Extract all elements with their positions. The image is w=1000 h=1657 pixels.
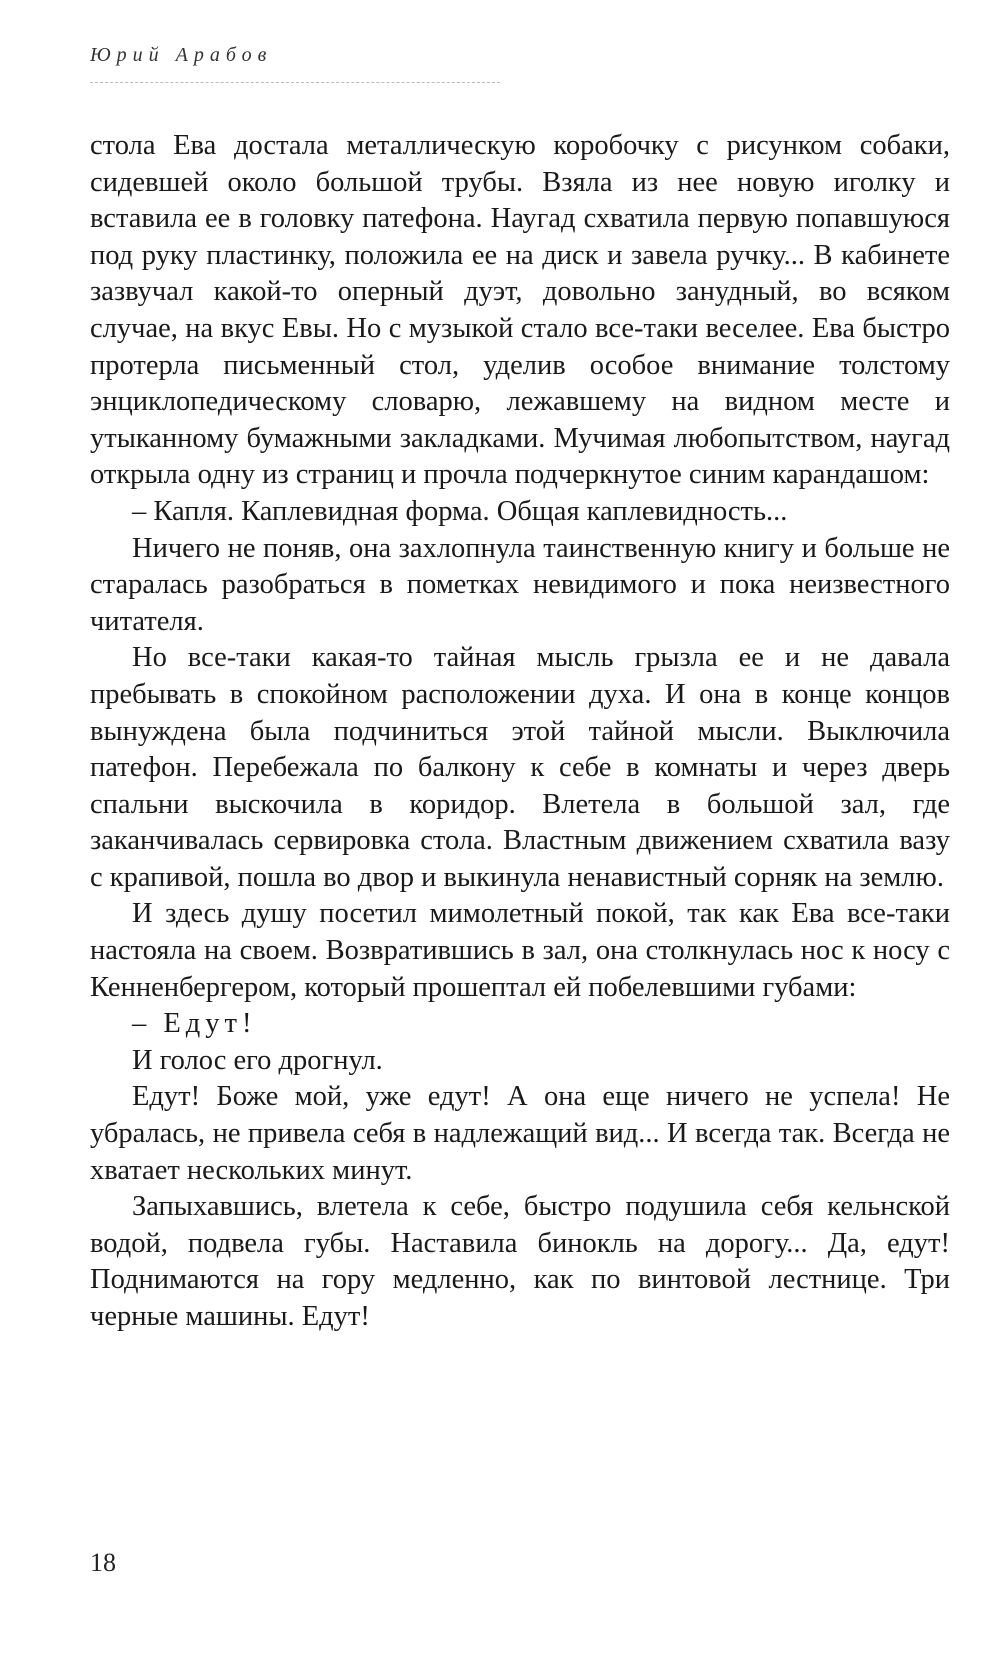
body-text <box>90 128 950 1336</box>
paragraph-dialogue: – Едут! <box>132 1008 257 1040</box>
paragraph: Запыхавшись, влетела к себе, быстро подушила себя кельнской водой, подвела губы. Наставила бинокль на дорогу... Да, едут! Поднимаются на гору медленно, как по винтовой лестнице. Три черные машины. Едут! <box>90 1191 950 1332</box>
paragraph: Но все-таки какая-то тайная мысль грызла ее и не давала пребывать в спокойном расположении духа. И она в конце концов вынуждена была подчиниться этой тайной мысли. Выключила патефон. Перебежала по балкону к себе в комнаты и через дверь спальни выскочила в коридор. Влетела в большой зал, где заканчивалась сервировка стола. Властным движением схватила вазу с крапивой, пошла во двор и выкинула ненавистный сорняк на землю. <box>90 642 950 893</box>
running-header-author: Юрий Арабов <box>90 44 273 66</box>
header-rule <box>90 82 500 83</box>
page-number: 18 <box>90 1548 116 1577</box>
paragraph: – Капля. Каплевидная форма. Общая каплевидность... <box>132 495 788 527</box>
paragraph: стола Ева достала металлическую коробочку с рисунком собаки, сидевшей около большой трубы. Взяла из нее новую иголку и вставила ее в головку патефона. Наугад схватила первую попавшуюся под руку пластинку, положила ее на диск и завела ручку... В кабинете зазвучал какой-то оперный дуэт, довольно занудный, во всяком случае, на вкус Евы. Но с музыкой стало все-таки веселее. Ева быстро протерла письменный стол, уделив особое внимание толстому энциклопедическому словарю, лежавшему на видном месте и утыканному бумажными закладками. Мучимая любопытством, наугад открыла одну из страниц и прочла подчеркнутое синим карандашом: <box>90 130 950 491</box>
paragraph: И голос его дрогнул. <box>132 1044 383 1076</box>
paragraph: Ничего не поняв, она захлопнула таинственную книгу и больше не старалась разобраться в пометках невидимого и пока неизвестного читателя. <box>90 532 950 637</box>
paragraph: И здесь душу посетил мимолетный покой, так как Ева все-таки настояла на своем. Возвратившись в зал, она столкнулась нос к носу с Кенненбергером, который прошептал ей побелевшими губами: <box>90 898 950 1003</box>
paragraph: Едут! Боже мой, уже едут! А она еще ничего не успела! Не убралась, не привела себя в надлежащий вид... И всегда так. Всегда не хватает нескольких минут. <box>90 1081 950 1186</box>
